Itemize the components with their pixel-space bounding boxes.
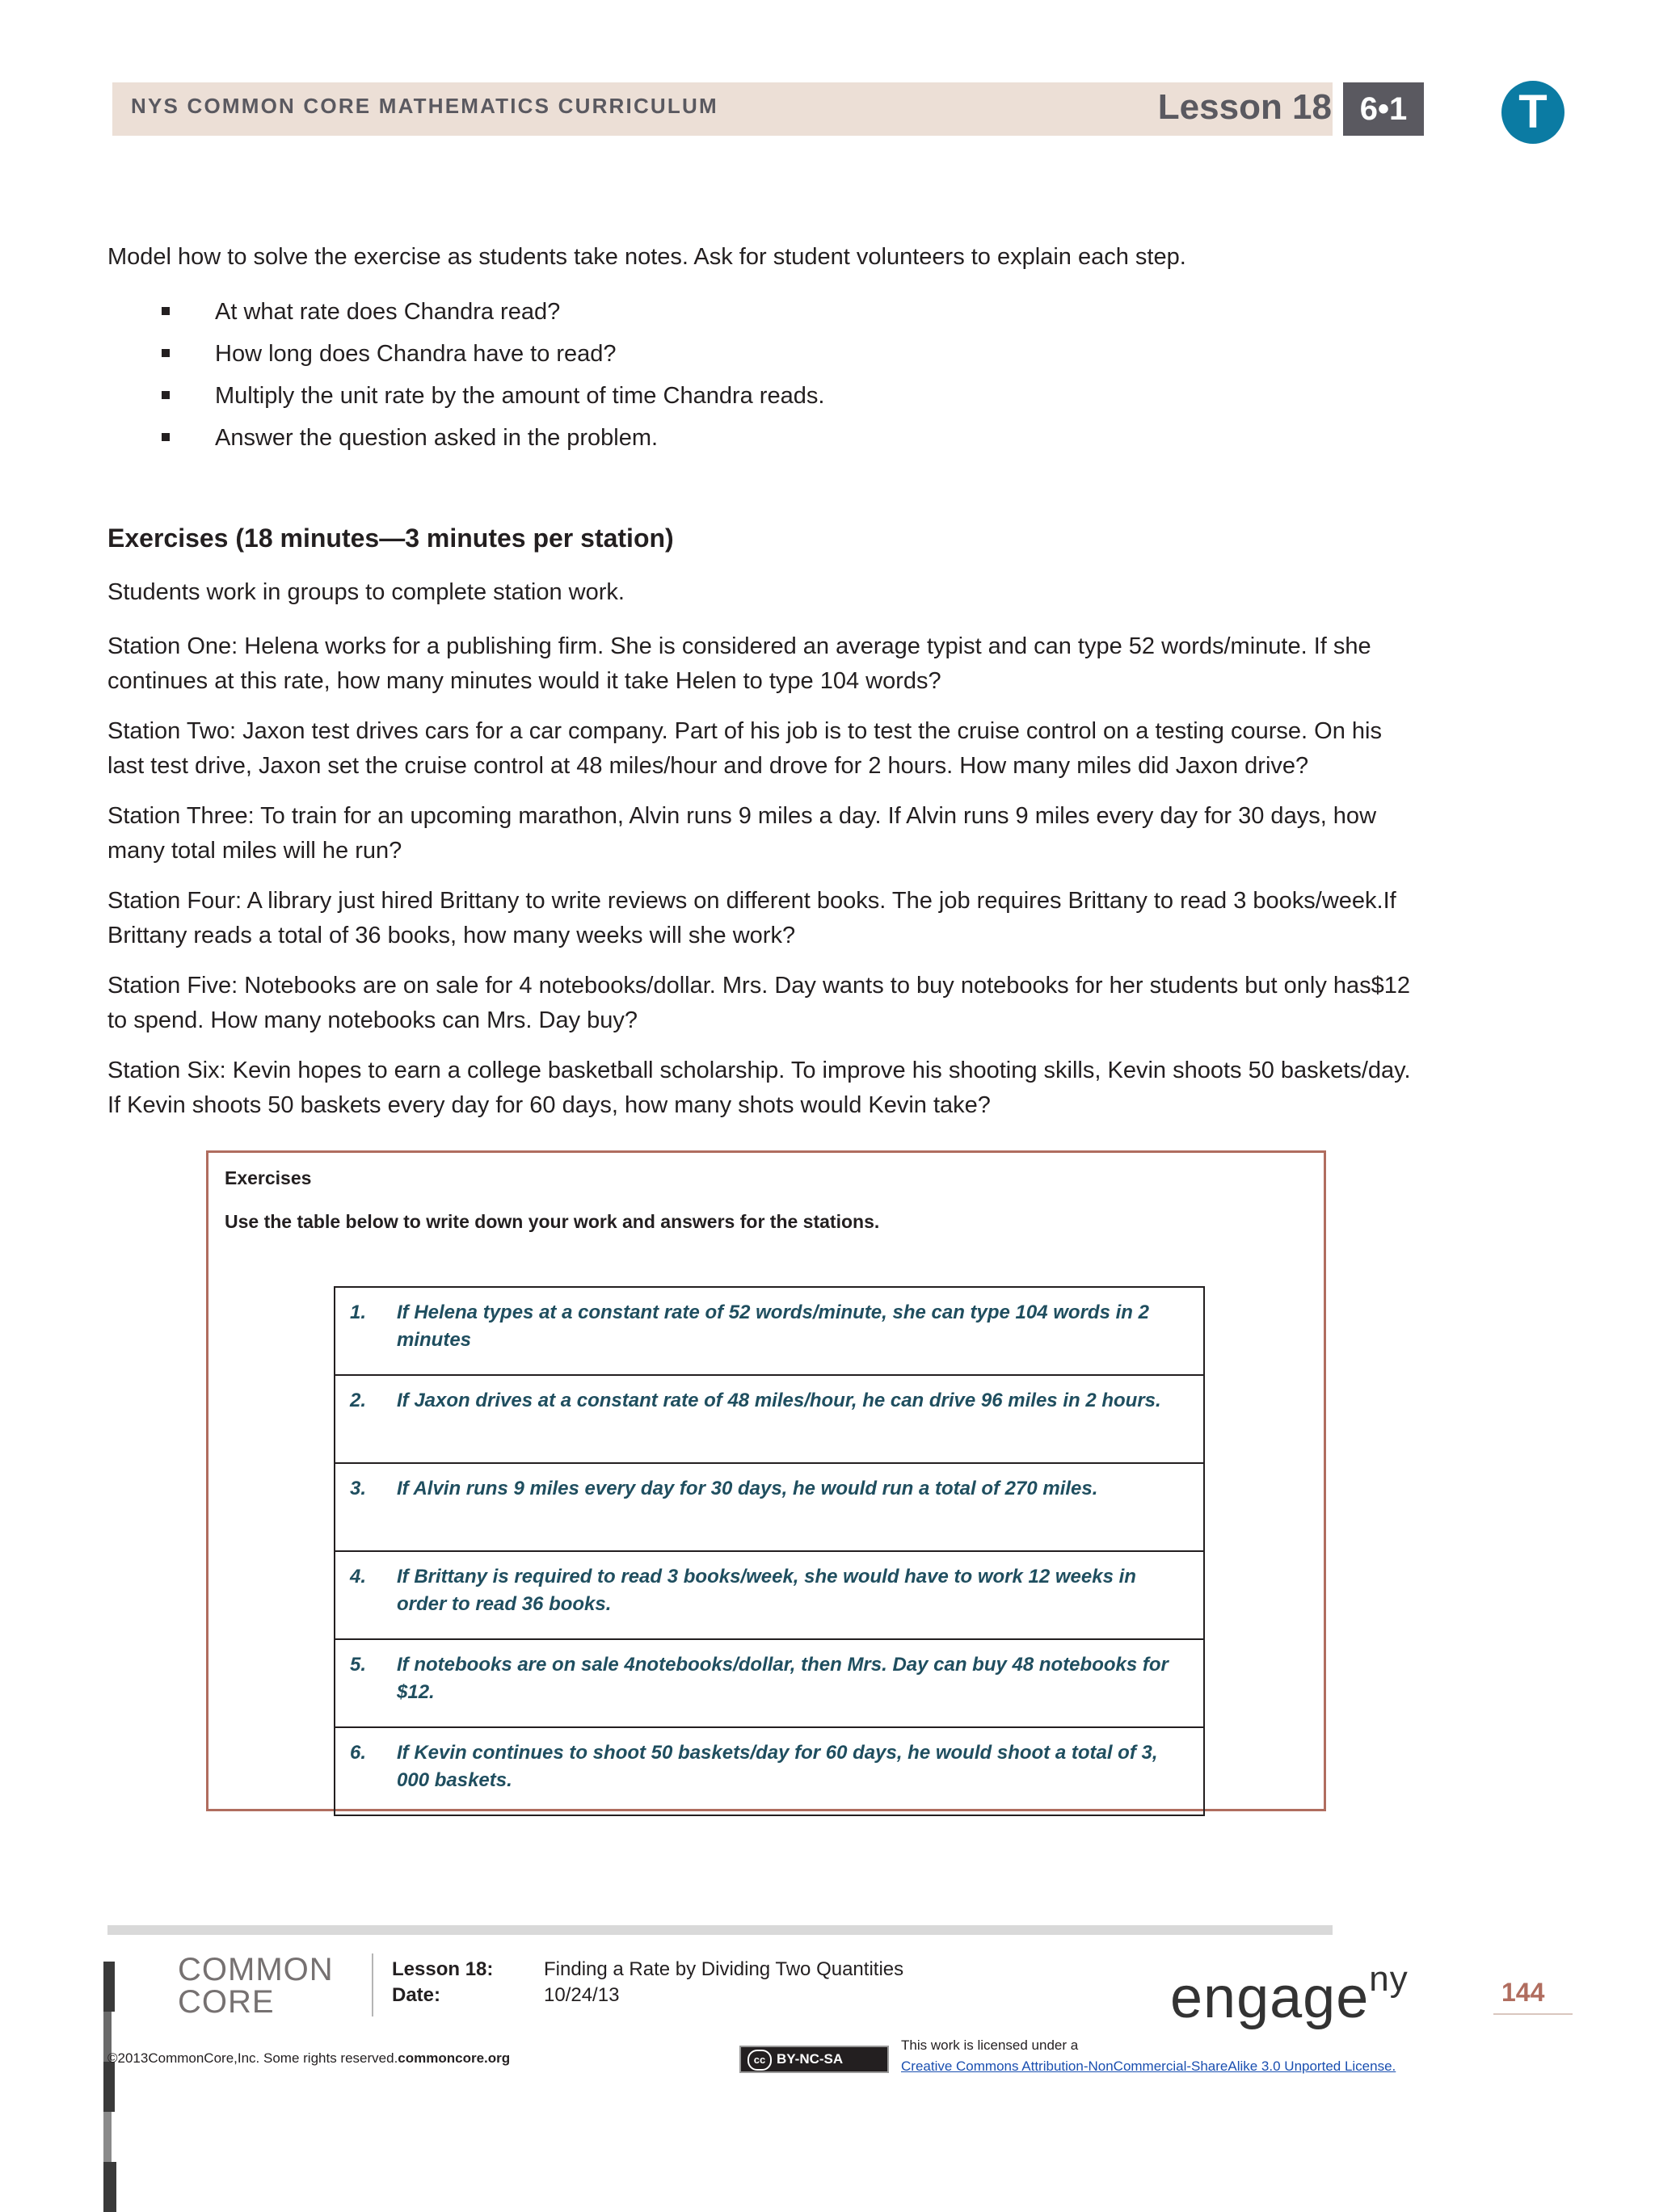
row-number: 5.	[350, 1654, 367, 1676]
lesson-title: Lesson 18	[1157, 87, 1332, 127]
table-row	[335, 1727, 1204, 1815]
row-answer: If Jaxon drives at a constant rate of 48 miles/hour, he can drive 96 miles in 2 hours.	[397, 1390, 1161, 1411]
footer-date-label: Date:	[392, 1984, 441, 2006]
footer-lesson-label: Lesson 18:	[392, 1958, 494, 1980]
exercises-heading: Exercises (18 minutes—3 minutes per station)	[107, 524, 674, 553]
row-answer: If Alvin runs 9 miles every day for 30 days, he would run a total of 270 miles.	[397, 1478, 1098, 1499]
page-number: 144	[1501, 1978, 1545, 2007]
square-bullet-icon	[162, 391, 170, 399]
footer-rule	[107, 1925, 1333, 1935]
grade-module-badge: 6•1	[1343, 82, 1424, 136]
table-row	[335, 1463, 1204, 1551]
row-number: 4.	[350, 1566, 367, 1588]
footer-date: 10/24/13	[544, 1984, 620, 2006]
row-number: 1.	[350, 1302, 367, 1323]
row-answer: If Kevin continues to shoot 50 baskets/day for 60 days, he would shoot a total of 3, 000 baskets.	[397, 1742, 1158, 1791]
station-four: Station Four: A library just hired Brittany to write reviews on different books. The job requires Brittany to read 3 books/week.If Brittany reads a total of 36 books, how many weeks will she work?	[107, 888, 1396, 948]
license-text: This work is licensed under a	[901, 2037, 1079, 2053]
station-five: Station Five: Notebooks are on sale for 4 notebooks/dollar. Mrs. Day wants to buy notebooks for her students but only has$12 to spend. How many notebooks can Mrs. Day buy?	[107, 973, 1411, 1033]
footer-lesson-title: Finding a Rate by Dividing Two Quantities	[544, 1958, 904, 1980]
square-bullet-icon	[162, 349, 170, 357]
box-title: Exercises	[225, 1167, 312, 1188]
answers-table	[334, 1286, 1205, 1816]
list-item: How long does Chandra have to read?	[162, 338, 824, 380]
intro-paragraph: Model how to solve the exercise as students take notes. Ask for student volunteers to explain each step.	[107, 244, 1186, 270]
table-row	[335, 1551, 1204, 1639]
logo-word-common: COMMON	[178, 1952, 334, 1987]
row-answer: If Brittany is required to read 3 books/week, she would have to work 12 weeks in order to read 36 books.	[397, 1566, 1136, 1615]
table-row	[335, 1375, 1204, 1463]
engageny-logo: engage$^{ny}$	[1170, 1959, 1409, 2030]
row-answer: If Helena types at a constant rate of 52 words/minute, she can type 104 words in 2 minutes	[397, 1302, 1149, 1351]
square-bullet-icon	[162, 307, 170, 315]
page-number-rule	[1493, 2013, 1573, 2015]
station-six: Station Six: Kevin hopes to earn a college basketball scholarship. To improve his shooting skills, Kevin shoots 50 baskets/day. If Kevin shoots 50 baskets every day for 60 days, how many shots would Kevin take?	[107, 1058, 1411, 1118]
list-item: Multiply the unit rate by the amount of time Chandra reads.	[162, 380, 824, 422]
table-row	[335, 1287, 1204, 1375]
exercise-box	[206, 1150, 1326, 1811]
step-list	[162, 296, 824, 464]
box-instructions: Use the table below to write down your work and answers for the stations.	[225, 1211, 880, 1232]
row-answer: If notebooks are on sale 4notebooks/dollar, then Mrs. Day can buy 48 notebooks for $12.	[397, 1654, 1169, 1703]
curriculum-title: NYS COMMON CORE MATHEMATICS CURRICULUM	[131, 94, 718, 118]
teacher-edition-icon: T	[1501, 81, 1564, 144]
station-three: Station Three: To train for an upcoming marathon, Alvin runs 9 miles a day. If Alvin runs 9 miles every day for 30 days, how many total miles will he run?	[107, 803, 1377, 864]
logo-bars-icon	[103, 1962, 120, 2212]
row-number: 2.	[350, 1390, 367, 1411]
list-item: At what rate does Chandra read?	[162, 296, 824, 338]
row-number: 3.	[350, 1478, 367, 1499]
cc-license-badge: cc BY-NC-SA	[739, 2046, 889, 2073]
row-number: 6.	[350, 1742, 367, 1764]
square-bullet-icon	[162, 433, 170, 441]
station-one: Station One: Helena works for a publishing firm. She is considered an average typist and can type 52 words/minute. If she continues at this rate, how many minutes would it take Helen to type 104 words?	[107, 633, 1371, 694]
footer-divider	[372, 1953, 373, 2016]
cc-icon: cc	[747, 2050, 772, 2071]
copyright-notice: ©2013CommonCore,Inc. Some rights reserved.commoncore.org	[107, 2050, 511, 2066]
exercises-intro: Students work in groups to complete station work.	[107, 579, 625, 605]
station-two: Station Two: Jaxon test drives cars for a car company. Part of his job is to test the cruise control on a testing course. On his last test drive, Jaxon set the cruise control at 48 miles/hour and drove for 2 hours. How many miles did Jaxon drive?	[107, 718, 1382, 779]
list-item: Answer the question asked in the problem.	[162, 422, 824, 464]
logo-word-core: CORE	[178, 1984, 275, 2020]
table-row	[335, 1639, 1204, 1727]
license-link[interactable]: Creative Commons Attribution-NonCommercial-ShareAlike 3.0 Unported License.	[901, 2059, 1396, 2074]
